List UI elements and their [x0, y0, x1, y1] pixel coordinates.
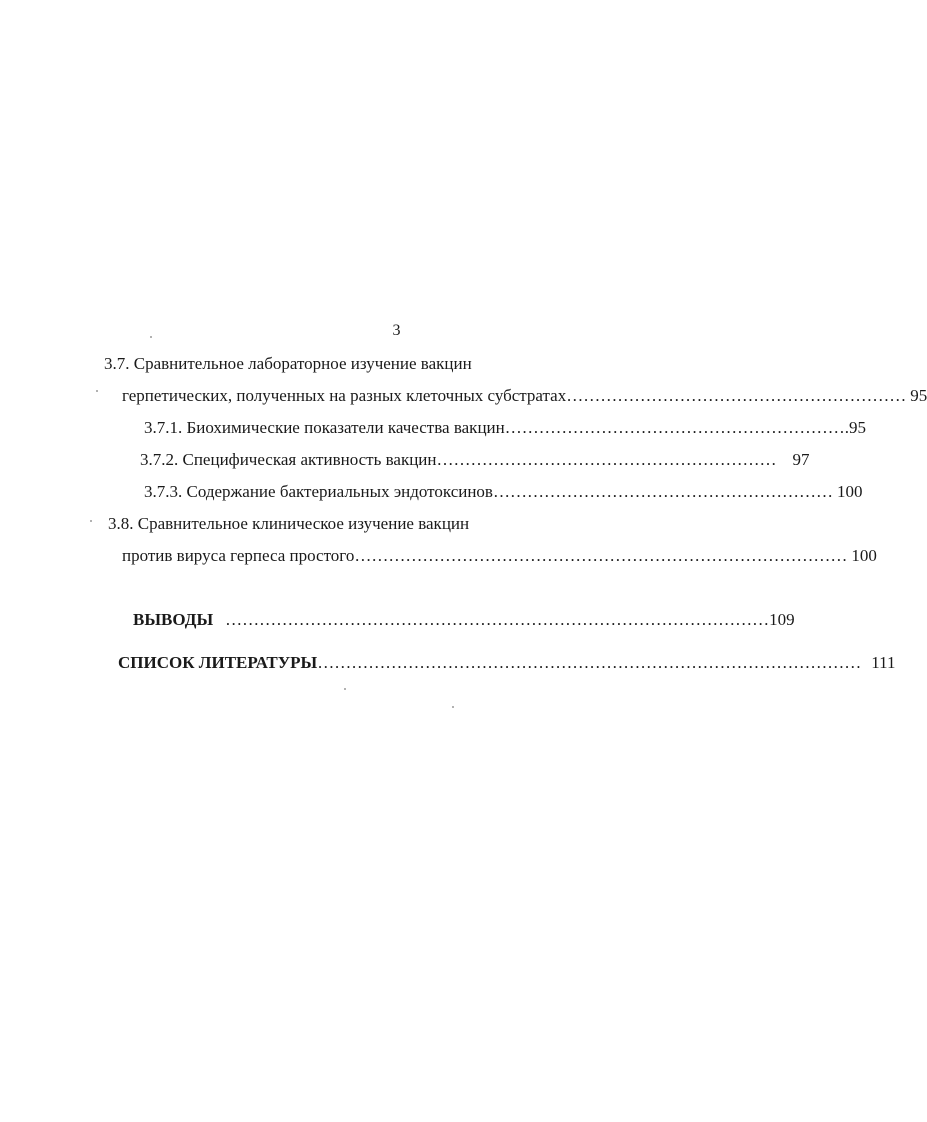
- toc-entry-references: [118, 652, 896, 674]
- toc-leader-dots: ……………………………………………………: [566, 386, 907, 405]
- scan-speck: [344, 688, 346, 690]
- toc-entry-text: 3.7.1. Биохимические показатели качества вакцин: [144, 418, 505, 437]
- toc-entry-3-8-title: [108, 513, 469, 535]
- toc-page-number: 100: [836, 482, 863, 501]
- toc-entry-3-8: [122, 545, 877, 567]
- toc-entry-text: СПИСОК ЛИТЕРАТУРЫ: [118, 653, 318, 672]
- toc-entry-text: ВЫВОДЫ: [133, 610, 214, 629]
- toc-leader-dots: ……………………………………………………: [436, 450, 777, 469]
- toc-page-number: 109: [769, 610, 795, 629]
- toc-entry-text: против вируса герпеса простого: [122, 546, 355, 565]
- toc-entry-text: герпетических, полученных на разных клеточных субстратах: [122, 386, 567, 405]
- toc-entry-3-7-title: [104, 353, 472, 375]
- toc-entry-text: 3.7.2. Специфическая активность вакцин: [140, 450, 437, 469]
- toc-entry-text: 3.8. Сравнительное клиническое изучение вакцин: [108, 514, 470, 533]
- toc-entry-text: 3.7. Сравнительное лабораторное изучение вакцин: [104, 354, 472, 373]
- toc-entry-3-7-3: [144, 481, 863, 503]
- toc-entry-3-7-1: [144, 417, 866, 439]
- scan-speck: [96, 390, 98, 392]
- toc-page-number: 95: [910, 386, 927, 405]
- toc-leader-dots: ……………………………………………………………………………………: [225, 610, 770, 629]
- toc-page-number: 97: [792, 450, 810, 469]
- toc-entry-text: 3.7.3. Содержание бактериальных эндотоксинов: [144, 482, 493, 501]
- page-number: 3: [392, 322, 401, 339]
- toc-page-number: 111: [871, 653, 896, 672]
- toc-entry-conclusions: [133, 609, 795, 631]
- toc-leader-dots: ……………………………………………………………………………: [354, 546, 848, 565]
- scan-speck: [452, 706, 454, 708]
- toc-leader-dots: ……………………………………………………: [492, 482, 833, 501]
- toc-page-number: .95: [844, 418, 866, 437]
- toc-leader-dots: ……………………………………………………: [504, 418, 845, 437]
- toc-leader-dots: ……………………………………………………………………………………: [317, 653, 862, 672]
- toc-entry-3-7-2: [140, 449, 810, 471]
- toc-entry-3-7: [122, 385, 927, 407]
- toc-page-number: 100: [851, 546, 877, 565]
- scan-speck: [90, 520, 92, 522]
